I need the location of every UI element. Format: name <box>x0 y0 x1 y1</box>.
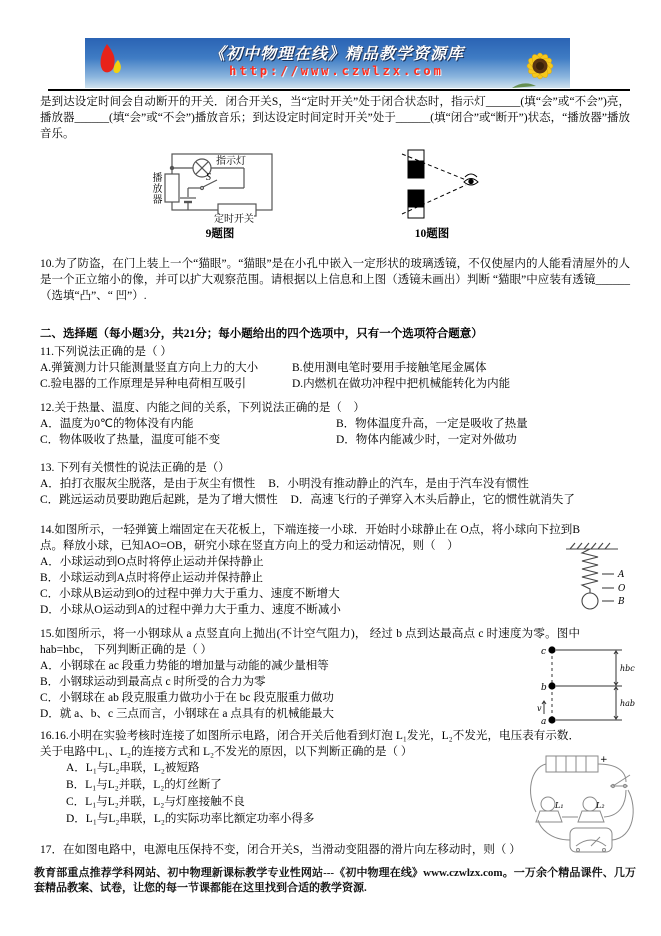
circuit-sketch-figure <box>522 742 644 859</box>
svg-text:hbc: hbc <box>620 664 635 673</box>
figure-q9-caption: 9题图 <box>205 228 235 240</box>
q13-stem: 13. 下列有关惯性的说法正确的是（） <box>40 462 230 474</box>
flame-logo-icon <box>85 38 137 88</box>
q14-option-b: B．小球运动到A点时将停止运动并保持静止 <box>40 572 263 584</box>
switch-s-label: S <box>206 172 211 183</box>
q17-paragraph: 17．在如图电路中，电源电压保持不变，闭合开关S，当滑动变阻器的滑片向左移动时，则（ ） <box>40 844 521 856</box>
svg-text:+: + <box>600 755 608 765</box>
section2-title: 二、选择题（每小题3分，共21分；每小题给出的四个选项中，只有一个选项符合题意） <box>40 328 483 340</box>
knife-switch-sketch <box>610 775 630 788</box>
svg-text:A: A <box>618 570 625 580</box>
option-b: B．小明没有推动静止的汽车，是由于汽车没有惯性 <box>268 478 529 490</box>
question-11 <box>40 344 630 392</box>
spring-coil <box>582 549 598 593</box>
q14-option-d: D．小球从O运动到A的过程中弹力大于重力、速度不断减小 <box>40 604 341 616</box>
svg-text:O: O <box>618 584 626 594</box>
banner-url: http://www.czwlzx.com <box>229 64 444 78</box>
battery-sketch <box>546 756 598 772</box>
q15-option-d: D．就 a、b、c 三点而言，小钢球在 a 点具有的机械能最大 <box>40 708 334 720</box>
option-c: C.验电器的工作原理是异种电荷相互吸引 <box>40 378 247 390</box>
timer-switch-label: 定时开关 <box>214 214 254 225</box>
exam-content <box>40 94 636 858</box>
spring-figure <box>560 540 634 633</box>
q16-option-d: D．L₁与L₂串联，L₂的实际功率比额定功率小得多 <box>66 813 315 825</box>
voltmeter-sketch <box>570 828 612 852</box>
peephole-diagram <box>380 148 484 224</box>
figure-q9 <box>144 148 296 242</box>
header-divider <box>48 89 630 91</box>
option-b: B．物体温度升高，一定是吸收了热量 <box>336 418 528 430</box>
eye-icon <box>464 174 478 185</box>
lamps-circuit-sketch <box>522 742 644 854</box>
option-d: D.内燃机在做功冲程中把机械能转化为内能 <box>292 378 511 390</box>
projectile-figure <box>536 640 640 733</box>
figure-q10-caption: 10题图 <box>414 228 450 240</box>
abc-points-diagram <box>536 640 640 728</box>
point-b <box>548 682 555 689</box>
question-15 <box>40 626 636 727</box>
option-a: A.弹簧测力计只能测量竖直方向上力的大小 <box>40 362 259 374</box>
q16-stem: 16.16.小明在实验考核时连接了如图所示电路，闭合开关后他看到灯泡 L₁发光，L₂不发光，电压表有示数．关于电路中L₁、L₂的连接方式和 L₂不发光的原因，以下判断正确的是（ ） <box>40 730 580 758</box>
question-12 <box>40 400 630 448</box>
player-box <box>165 174 179 202</box>
svg-text:c: c <box>541 647 547 657</box>
q14-option-a: A．小球运动到O点时将停止运动并保持静止 <box>40 556 264 568</box>
q9-paragraph: 是到达设定时间会自动断开的开关．闭合开关S，当“定时开关”处于闭合状态时，指示灯______(填“会”或“不会”)亮，播放器______(填“会”或“不会”)播放音乐；到达设定时间定时开关”处于______(填“闭合”或“断开”)状态，“播放器”播放音乐。 <box>40 96 630 140</box>
q14-stem: 14.如图所示，一轻弹簧上端固定在天花板上，下端连接一小球．开始时小球静止在 O点，将小球向下拉到B点。释放小球，已知AO=OB，研究小球在竖直方向上的受力和运动情况，则（ ） <box>40 524 580 552</box>
option-d: D．高速飞行的子弹穿入木头后静止，它的惯性就消失了 <box>290 494 575 506</box>
figure-q10 <box>380 148 484 242</box>
banner-title: 《初中物理在线》精品教学资源库 <box>208 46 464 63</box>
q13-options-cd <box>40 492 630 508</box>
player-label: 播放器 <box>150 172 161 205</box>
option-b: B.使用测电笔时要用手接触笔尾金属体 <box>292 362 487 374</box>
sunflower-image <box>510 38 570 88</box>
q11-stem: 11.下列说法正确的是（ ） <box>40 346 172 358</box>
banner-text <box>137 47 510 79</box>
option-c: C．跳远运动员要助跑后起跳，是为了增大惯性 <box>40 494 278 506</box>
option-d: D．物体内能减少时，一定对外做功 <box>336 434 517 446</box>
battery-symbol <box>180 188 196 210</box>
q11-options <box>40 360 630 392</box>
svg-text:B: B <box>618 597 625 607</box>
footer-text: 教育部重点推荐学科网站、初中物理新课标教学专业性网站---《初中物理在线》www.czwlzx.com。一万余个精品课件、几万套精品教案、试卷，让您的每一节课都能在这里找到合适的教学资源. <box>34 867 636 894</box>
q15-option-a: A．小钢球在 ac 段重力势能的增加量与动能的减少量相等 <box>40 660 329 672</box>
indicator-lamp-label: 指示灯 <box>216 156 246 167</box>
q15-option-b: B．小钢球运动到最高点 c 时所受的合力为零 <box>40 676 266 688</box>
q16-option-b: B．L₁与L₂并联，L₂的灯丝断了 <box>66 779 222 791</box>
svg-text:v: v <box>537 704 542 713</box>
svg-text:b: b <box>541 683 547 693</box>
q14-option-c: C．小球从B运动到O的过程中弹力大于重力、速度不断增大 <box>40 588 340 600</box>
option-a: A．拍打衣服灰尘脱落，是由于灰尘有惯性 <box>40 478 256 490</box>
q16-option-c: C．L₁与L₂并联，L₂与灯座接触不良 <box>66 796 245 808</box>
point-a <box>548 716 555 723</box>
q13-options-ab <box>40 476 630 492</box>
question-13 <box>40 460 630 508</box>
question-16 <box>40 728 630 828</box>
point-c <box>548 646 555 653</box>
q12-options <box>40 416 630 448</box>
q10-paragraph: 10.为了防盗，在门上装上一个“猫眼”。“猫眼”是在小孔中嵌入一定形状的玻璃透镜，不仅使屋内的人能看清屋外的人是一个正立缩小的像，并可以扩大观察范围。请根据以上信息和上图（透镜未画出）判断 “猫眼”中应装有透镜______（选填“凸”、“ 凹”）. <box>40 258 630 302</box>
site-banner <box>85 38 570 88</box>
option-c: C．物体吸收了热量，温度可能不变 <box>40 434 221 446</box>
q15-stem: 15.如图所示，将一小钢球从 a 点竖直向上抛出(不计空气阻力)， 经过 b 点到达最高点 c 时速度为零。图中 hab=hbc， 下列判断正确的是（ ） <box>40 628 580 656</box>
svg-text:L₁: L₁ <box>555 801 564 810</box>
q12-stem: 12.关于热量、温度、内能之间的关系，下列说法正确的是（ ） <box>40 402 365 414</box>
ceiling-hatch <box>566 543 618 549</box>
spring-ball-diagram <box>560 540 634 628</box>
option-a: A．温度为0℃的物体没有内能 <box>40 418 194 430</box>
sunflower-icon <box>510 38 570 88</box>
svg-text:a: a <box>541 717 547 727</box>
door-slit-bottom <box>408 190 424 218</box>
q15-option-c: C．小钢球在 ab 段克服重力做功小于在 bc 段克服重力做功 <box>40 692 334 704</box>
figure-row <box>144 148 630 242</box>
svg-text:hab: hab <box>620 699 636 708</box>
question-14 <box>40 522 630 618</box>
svg-text:L₂: L₂ <box>596 801 605 810</box>
door-slit-top <box>408 150 424 178</box>
site-logo <box>85 38 137 88</box>
ball <box>582 593 598 609</box>
q16-option-a: A．L₁与L₂串联，L₂被短路 <box>66 762 200 774</box>
velocity-arrow <box>542 701 546 714</box>
switch-symbol <box>188 180 244 190</box>
